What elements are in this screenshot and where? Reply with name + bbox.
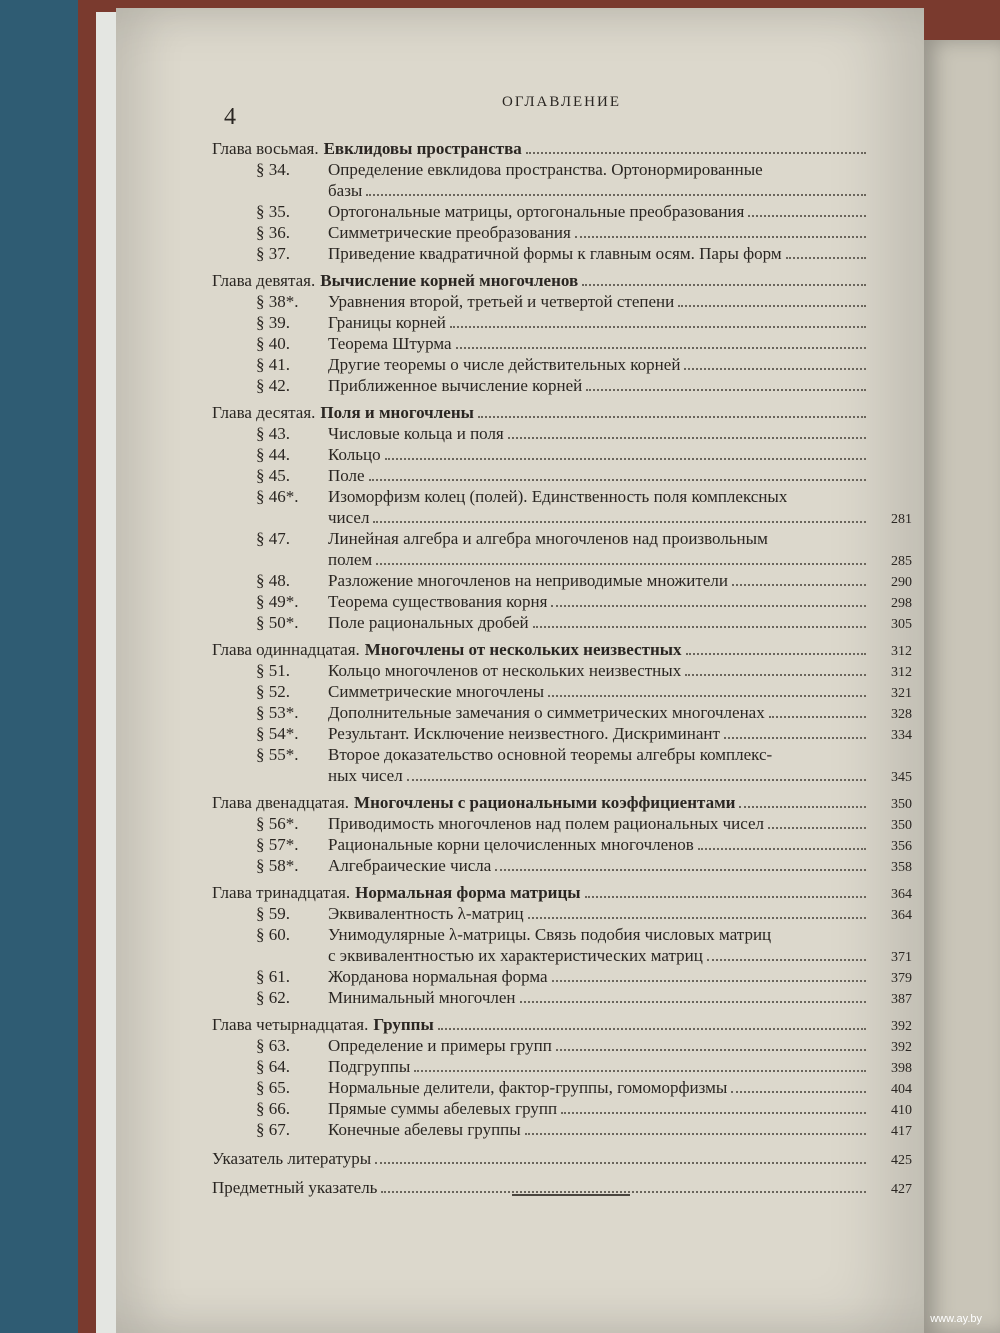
- section-title: Теорема существования корня: [328, 592, 548, 611]
- section-number: § 43.: [256, 424, 290, 443]
- chapter-heading: [212, 270, 912, 291]
- section-title: Другие теоремы о числе действительных корней: [328, 355, 681, 374]
- end-matter-title: Указатель литературы: [212, 1149, 372, 1168]
- section-title: Прямые суммы абелевых групп: [328, 1099, 558, 1118]
- dot-leader: [495, 869, 866, 871]
- chapter-heading: [212, 792, 912, 813]
- section-number: § 65.: [256, 1078, 290, 1097]
- dot-leader: [438, 1028, 866, 1030]
- section-title: Приближенное вычисление корней: [328, 376, 583, 395]
- section-number: § 42.: [256, 376, 290, 395]
- section-number: § 59.: [256, 904, 290, 923]
- section-title: Дополнительные замечания о симметрических многочленах: [328, 703, 765, 722]
- section-title: Жорданова нормальная форма: [328, 967, 548, 986]
- section-title: Кольцо многочленов от нескольких неизвестных: [328, 661, 682, 680]
- section-number: § 66.: [256, 1099, 290, 1118]
- page-ref: 417: [891, 1124, 912, 1139]
- dot-leader: [450, 326, 866, 328]
- page-ref: 404: [891, 1082, 912, 1097]
- chapter-heading: [212, 138, 912, 159]
- toc-entry: [212, 591, 912, 612]
- section-title-continued: с эквивалентностью их характеристических матриц: [328, 946, 703, 965]
- section-title-continued: базы: [328, 181, 363, 200]
- section-title: Приведение квадратичной формы к главным осям. Пары форм: [328, 244, 782, 263]
- section-title: Унимодулярные λ-матрицы. Связь подобия числовых матриц: [328, 925, 772, 944]
- chapter-block: [212, 270, 912, 396]
- toc-entry: [212, 222, 912, 243]
- toc-entry: [212, 612, 912, 633]
- chapter-title: Группы: [373, 1015, 434, 1034]
- page-ref: 364: [891, 887, 912, 902]
- end-matter-entry: [212, 1148, 912, 1169]
- dot-leader: [375, 1162, 866, 1164]
- toc-entry-continuation: [212, 507, 912, 528]
- dot-leader: [586, 389, 866, 391]
- section-number: § 56*.: [256, 814, 299, 833]
- page-ref: 371: [891, 950, 912, 965]
- facing-page-edge: [924, 40, 1000, 1333]
- toc-entry: [212, 702, 912, 723]
- section-number: § 51.: [256, 661, 290, 680]
- section-title: Кольцо: [328, 445, 381, 464]
- chapter-title: Поля и многочлены: [320, 403, 474, 422]
- page-ref: 364: [891, 908, 912, 923]
- dot-leader: [533, 626, 866, 628]
- chapter-number: Глава девятая.: [212, 271, 316, 290]
- dot-leader: [561, 1112, 866, 1114]
- dot-leader: [585, 896, 866, 898]
- chapter-block: [212, 138, 912, 264]
- section-number: § 48.: [256, 571, 290, 590]
- section-number: § 67.: [256, 1120, 290, 1139]
- toc-entry: [212, 159, 912, 180]
- page-ref: 285: [891, 554, 912, 569]
- section-number: § 60.: [256, 925, 290, 944]
- page-ref: 392: [891, 1019, 912, 1034]
- chapter-heading: [212, 639, 912, 660]
- section-number: § 41.: [256, 355, 290, 374]
- section-title: Линейная алгебра и алгебра многочленов над произвольным: [328, 529, 768, 548]
- section-title-continued: полем: [328, 550, 373, 569]
- dot-leader: [528, 917, 866, 919]
- chapter-block: [212, 639, 912, 786]
- toc-entry: [212, 375, 912, 396]
- toc-entry: [212, 1119, 912, 1140]
- section-title: Симметрические многочлены: [328, 682, 545, 701]
- toc-entry: [212, 201, 912, 222]
- section-number: § 64.: [256, 1057, 290, 1076]
- section-number: § 61.: [256, 967, 290, 986]
- toc-entry: [212, 834, 912, 855]
- dot-leader: [556, 1049, 866, 1051]
- section-number: § 58*.: [256, 856, 299, 875]
- page-ref: 334: [891, 728, 912, 743]
- dot-leader: [381, 1191, 866, 1193]
- toc-entry: [212, 444, 912, 465]
- section-number: § 38*.: [256, 292, 299, 311]
- toc-entry: [212, 486, 912, 507]
- toc-entry: [212, 333, 912, 354]
- dot-leader: [707, 959, 866, 961]
- chapter-title: Многочлены от нескольких неизвестных: [364, 640, 682, 659]
- section-title: Конечные абелевы группы: [328, 1120, 521, 1139]
- dot-leader: [525, 1133, 866, 1135]
- chapter-number: Глава четырнадцатая.: [212, 1015, 369, 1034]
- dot-leader: [456, 347, 866, 349]
- toc-entry: [212, 903, 912, 924]
- toc-entry: [212, 354, 912, 375]
- section-title: Поле рациональных дробей: [328, 613, 529, 632]
- section-title: Поле: [328, 466, 365, 485]
- section-number: § 45.: [256, 466, 290, 485]
- dot-leader: [724, 737, 866, 739]
- toc-entry-continuation: [212, 945, 912, 966]
- chapter-heading: [212, 1014, 912, 1035]
- page-ref: 290: [891, 575, 912, 590]
- dot-leader: [698, 848, 866, 850]
- toc-entry: [212, 528, 912, 549]
- section-number: § 50*.: [256, 613, 299, 632]
- page-ref: 410: [891, 1103, 912, 1118]
- dot-leader: [414, 1070, 866, 1072]
- toc-entry-continuation: [212, 765, 912, 786]
- toc-entry: [212, 924, 912, 945]
- chapter-title: Многочлены с рациональными коэффициентами: [354, 793, 736, 812]
- dot-leader: [478, 416, 866, 418]
- section-title: Подгруппы: [328, 1057, 411, 1076]
- section-number: § 40.: [256, 334, 290, 353]
- chapter-heading: [212, 882, 912, 903]
- toc-entry: [212, 1035, 912, 1056]
- dot-leader: [739, 806, 866, 808]
- toc-entry: [212, 1077, 912, 1098]
- toc-entry: [212, 570, 912, 591]
- dot-leader: [748, 215, 866, 217]
- toc-entry: [212, 660, 912, 681]
- section-number: § 49*.: [256, 592, 299, 611]
- section-title: Определение и примеры групп: [328, 1036, 552, 1055]
- page-ref: 345: [891, 770, 912, 785]
- page-ref: 392: [891, 1040, 912, 1055]
- page-ref: 350: [891, 797, 912, 812]
- page-ref: 379: [891, 971, 912, 986]
- section-title: Алгебраические числа: [328, 856, 492, 875]
- section-title-continued: ных чисел: [328, 766, 403, 785]
- toc-entry: [212, 723, 912, 744]
- section-number: § 54*.: [256, 724, 299, 743]
- dot-leader: [684, 368, 866, 370]
- page-ref: 321: [891, 686, 912, 701]
- page-ref: 356: [891, 839, 912, 854]
- page-ref: 312: [891, 665, 912, 680]
- toc-entry: [212, 681, 912, 702]
- toc-entry: [212, 465, 912, 486]
- section-number: § 57*.: [256, 835, 299, 854]
- dot-leader: [686, 653, 866, 655]
- chapter-block: [212, 1014, 912, 1140]
- section-title: Нормальные делители, фактор-группы, гомоморфизмы: [328, 1078, 728, 1097]
- section-number: § 37.: [256, 244, 290, 263]
- section-title: Числовые кольца и поля: [328, 424, 504, 443]
- section-number: § 62.: [256, 988, 290, 1007]
- toc-entry: [212, 1098, 912, 1119]
- section-title: Результант. Исключение неизвестного. Дискриминант: [328, 724, 720, 743]
- section-title: Теорема Штурма: [328, 334, 452, 353]
- section-title: Приводимость многочленов над полем рациональных чисел: [328, 814, 765, 833]
- section-title: Уравнения второй, третьей и четвертой степени: [328, 292, 675, 311]
- dot-leader: [548, 695, 866, 697]
- chapter-title: Евклидовы пространства: [323, 139, 522, 158]
- book-page: [116, 8, 924, 1333]
- toc-entry: [212, 744, 912, 765]
- chapter-number: Глава тринадцатая.: [212, 883, 351, 902]
- chapter-title: Вычисление корней многочленов: [320, 271, 579, 290]
- toc-entry-continuation: [212, 180, 912, 201]
- section-number: § 53*.: [256, 703, 299, 722]
- section-title: Второе доказательство основной теоремы алгебры комплекс-: [328, 745, 773, 764]
- page-ref: 350: [891, 818, 912, 833]
- section-number: § 63.: [256, 1036, 290, 1055]
- dot-leader: [732, 584, 866, 586]
- section-number: § 52.: [256, 682, 290, 701]
- toc-entry: [212, 1056, 912, 1077]
- page-ref: 328: [891, 707, 912, 722]
- dot-leader: [407, 779, 866, 781]
- toc-entry: [212, 312, 912, 333]
- section-number: § 44.: [256, 445, 290, 464]
- chapter-number: Глава десятая.: [212, 403, 316, 422]
- dot-leader: [731, 1091, 866, 1093]
- section-title: Рациональные корни целочисленных многочленов: [328, 835, 694, 854]
- table-of-contents: [212, 132, 912, 1198]
- section-title-continued: чисел: [328, 508, 370, 527]
- dot-leader: [366, 194, 866, 196]
- dot-leader: [769, 716, 866, 718]
- section-title: Минимальный многочлен: [328, 988, 516, 1007]
- section-number: § 34.: [256, 160, 290, 179]
- dot-leader: [385, 458, 866, 460]
- end-matter-title: Предметный указатель: [212, 1178, 378, 1197]
- page-ref: 425: [891, 1153, 912, 1168]
- dot-leader: [552, 980, 866, 982]
- dot-leader: [373, 521, 866, 523]
- dot-leader: [520, 1001, 867, 1003]
- page-ref: 281: [891, 512, 912, 527]
- chapter-title: Нормальная форма матрицы: [355, 883, 581, 902]
- section-number: § 36.: [256, 223, 290, 242]
- toc-entry: [212, 243, 912, 264]
- section-title: Симметрические преобразования: [328, 223, 571, 242]
- watermark: www.ay.by: [930, 1313, 982, 1325]
- section-number: § 46*.: [256, 487, 299, 506]
- section-number: § 55*.: [256, 745, 299, 764]
- section-title: Разложение многочленов на неприводимые множители: [328, 571, 728, 590]
- section-title: Определение евклидова пространства. Ортонормированные: [328, 160, 763, 179]
- dot-leader: [551, 605, 866, 607]
- page-ref: 427: [891, 1182, 912, 1197]
- dot-leader: [786, 257, 866, 259]
- dot-leader: [768, 827, 866, 829]
- section-title: Границы корней: [328, 313, 446, 332]
- running-head: ОГЛАВЛЕНИЕ: [502, 94, 621, 110]
- page-ref: 298: [891, 596, 912, 611]
- page-ref: 387: [891, 992, 912, 1007]
- dot-leader: [685, 674, 866, 676]
- section-title: Изоморфизм колец (полей). Единственность поля комплексных: [328, 487, 788, 506]
- toc-entry: [212, 966, 912, 987]
- page-ref: 358: [891, 860, 912, 875]
- dot-leader: [582, 284, 866, 286]
- section-number: § 35.: [256, 202, 290, 221]
- section-title: Ортогональные матрицы, ортогональные преобразования: [328, 202, 745, 221]
- section-number: § 47.: [256, 529, 290, 548]
- dot-leader: [376, 563, 866, 565]
- toc-entry: [212, 813, 912, 834]
- chapter-block: [212, 402, 912, 633]
- dot-leader: [678, 305, 866, 307]
- chapter-number: Глава двенадцатая.: [212, 793, 350, 812]
- closing-rule: [512, 1194, 630, 1196]
- toc-entry: [212, 291, 912, 312]
- chapter-heading: [212, 402, 912, 423]
- dot-leader: [526, 152, 866, 154]
- toc-entry: [212, 855, 912, 876]
- chapter-block: [212, 792, 912, 876]
- chapter-number: Глава одиннадцатая.: [212, 640, 360, 659]
- toc-entry: [212, 987, 912, 1008]
- toc-entry-continuation: [212, 549, 912, 570]
- dot-leader: [575, 236, 866, 238]
- toc-entry: [212, 423, 912, 444]
- section-title: Эквивалентность λ-матриц: [328, 904, 524, 923]
- dot-leader: [508, 437, 866, 439]
- chapter-number: Глава восьмая.: [212, 139, 319, 158]
- chapter-block: [212, 882, 912, 1008]
- page-ref: 305: [891, 617, 912, 632]
- dot-leader: [369, 479, 866, 481]
- page-number: 4: [224, 104, 236, 130]
- section-number: § 39.: [256, 313, 290, 332]
- page-ref: 398: [891, 1061, 912, 1076]
- page-ref: 312: [891, 644, 912, 659]
